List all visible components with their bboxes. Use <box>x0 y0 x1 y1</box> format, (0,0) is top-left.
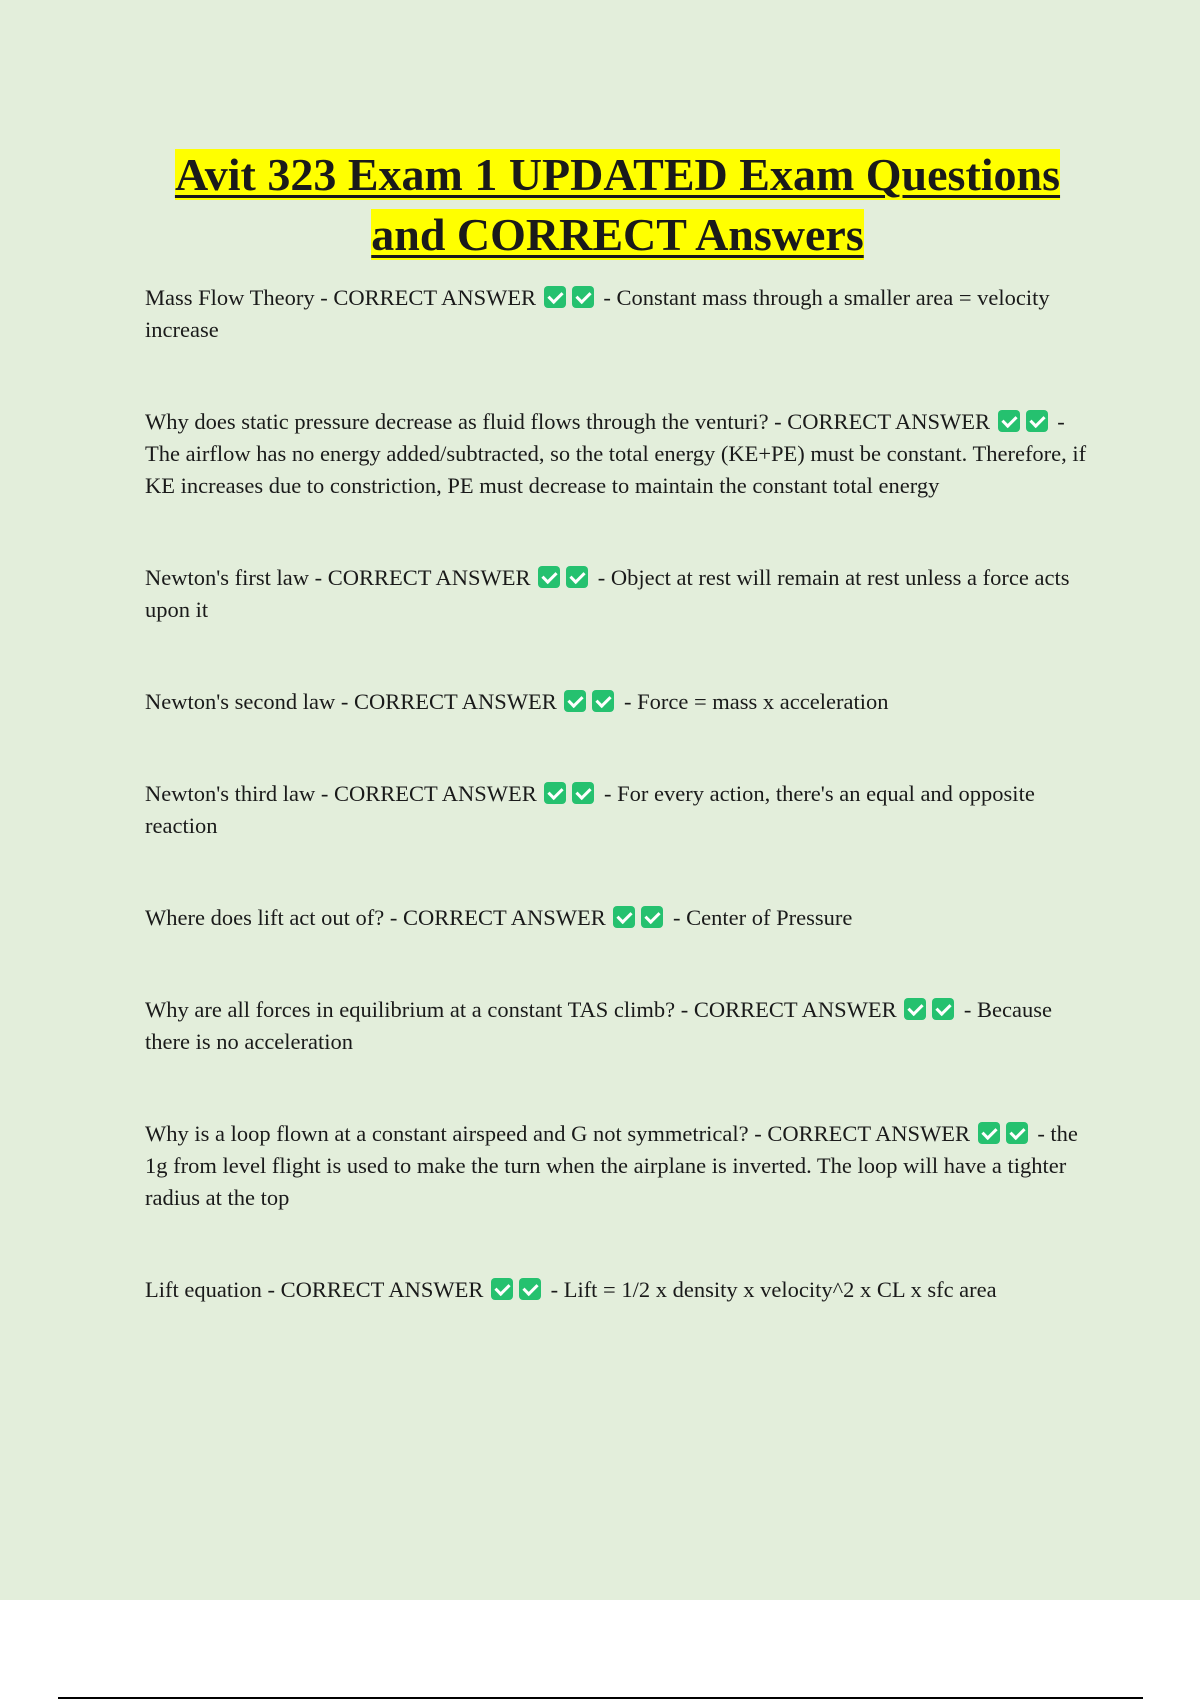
check-box-icon <box>1006 1122 1028 1144</box>
qa-item <box>145 686 1090 718</box>
check-box-icon <box>538 566 560 588</box>
check-box-icon <box>566 566 588 588</box>
qa-question: Newton's second law - CORRECT ANSWER <box>145 689 557 714</box>
qa-question: Where does lift act out of? - CORRECT ANSWER <box>145 905 606 930</box>
footer-divider <box>58 1697 1143 1699</box>
qa-question: Lift equation - CORRECT ANSWER <box>145 1277 484 1302</box>
check-box-icon <box>519 1278 541 1300</box>
check-box-icon <box>998 410 1020 432</box>
qa-answer: - Constant mass through a smaller area = velocity increase <box>145 285 1050 342</box>
check-box-icon <box>544 782 566 804</box>
qa-answer: - The airflow has no energy added/subtracted, so the total energy (KE+PE) must be constant. Therefore, if KE increases due to constriction, PE must decrease to maintain the constant total energy <box>145 409 1087 498</box>
check-box-icon <box>572 782 594 804</box>
qa-question: Newton's first law - CORRECT ANSWER <box>145 565 531 590</box>
qa-question: Why does static pressure decrease as fluid flows through the venturi? - CORRECT ANSWER <box>145 409 991 434</box>
qa-answer: - Force = mass x acceleration <box>624 689 889 714</box>
qa-answer: - Object at rest will remain at rest unless a force acts upon it <box>145 565 1070 622</box>
qa-item <box>145 902 1090 934</box>
qa-question: Newton's third law - CORRECT ANSWER <box>145 781 537 806</box>
qa-item <box>145 1274 1090 1306</box>
qa-answer: - the 1g from level flight is used to make the turn when the airplane is inverted. The loop will have a tighter radius at the top <box>145 1121 1078 1210</box>
document-title <box>145 145 1090 265</box>
check-box-icon <box>1026 410 1048 432</box>
check-box-icon <box>641 906 663 928</box>
check-box-icon <box>613 906 635 928</box>
qa-list <box>145 282 1090 1366</box>
qa-item <box>145 406 1090 502</box>
check-box-icon <box>932 998 954 1020</box>
qa-item <box>145 1118 1090 1214</box>
check-box-icon <box>592 690 614 712</box>
check-box-icon <box>572 286 594 308</box>
check-box-icon <box>564 690 586 712</box>
check-box-icon <box>544 286 566 308</box>
qa-question: Mass Flow Theory - CORRECT ANSWER <box>145 285 537 310</box>
qa-answer: - Lift = 1/2 x density x velocity^2 x CL x sfc area <box>550 1277 997 1302</box>
qa-question: Why is a loop flown at a constant airspeed and G not symmetrical? - CORRECT ANSWER <box>145 1121 971 1146</box>
qa-item <box>145 282 1090 346</box>
title-line-1: Avit 323 Exam 1 UPDATED Exam Questions <box>174 149 1061 200</box>
title-line-2: and CORRECT Answers <box>371 209 864 260</box>
qa-item <box>145 778 1090 842</box>
qa-answer: - Because there is no acceleration <box>145 997 1052 1054</box>
qa-question: Why are all forces in equilibrium at a constant TAS climb? - CORRECT ANSWER <box>145 997 897 1022</box>
check-box-icon <box>904 998 926 1020</box>
qa-item <box>145 994 1090 1058</box>
check-box-icon <box>978 1122 1000 1144</box>
check-box-icon <box>491 1278 513 1300</box>
qa-answer: - For every action, there's an equal and opposite reaction <box>145 781 1035 838</box>
qa-item <box>145 562 1090 626</box>
qa-answer: - Center of Pressure <box>673 905 853 930</box>
